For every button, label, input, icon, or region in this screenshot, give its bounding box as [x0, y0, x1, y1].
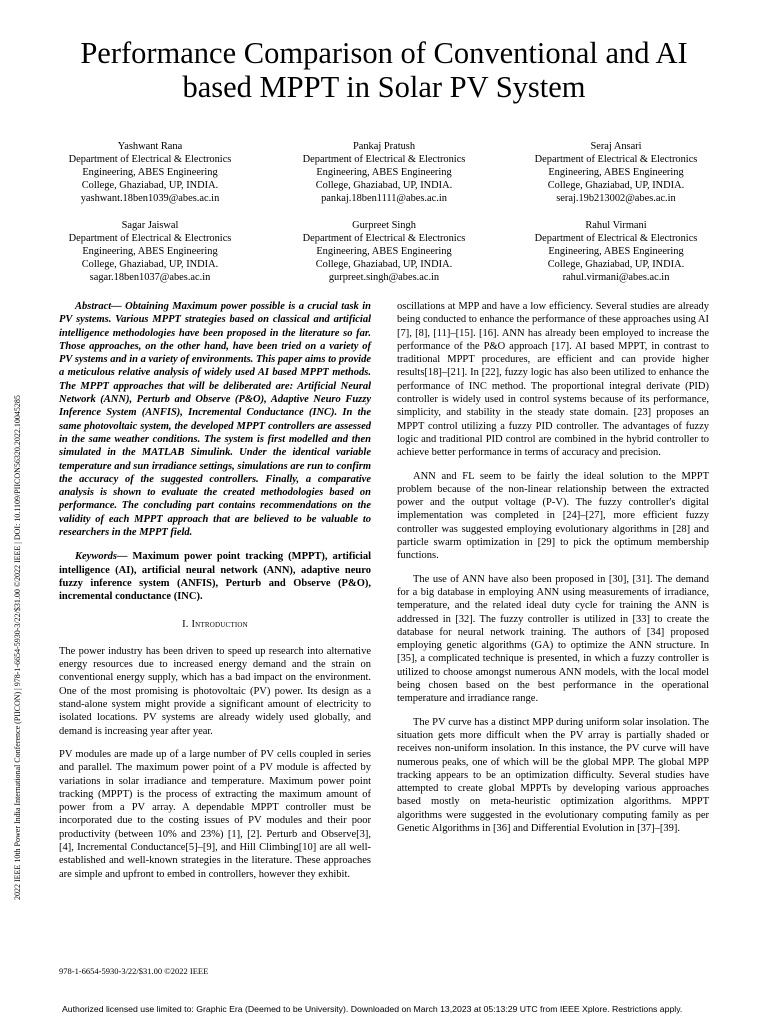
author-dept: Department of Electrical & Electronics: [302, 154, 466, 165]
author-name: Seraj Ansari: [590, 141, 642, 152]
author-org: Engineering, ABES Engineering: [82, 167, 218, 178]
author-block: [506, 140, 726, 205]
author-location: College, Ghaziabad, UP, INDIA.: [315, 259, 453, 270]
author-name: Yashwant Rana: [117, 141, 183, 152]
section-heading: I. Introduction: [182, 618, 248, 630]
right-column: [397, 300, 709, 835]
author-email[interactable]: sagar.18ben1037@abes.ac.in: [89, 272, 211, 283]
author-org: Engineering, ABES Engineering: [82, 246, 218, 257]
author-block: [40, 140, 260, 205]
author-org: Engineering, ABES Engineering: [316, 246, 452, 257]
author-block: [506, 219, 726, 284]
author-email[interactable]: seraj.19b213002@abes.ac.in: [556, 193, 676, 204]
keywords-text: Maximum power point tracking (MPPT), artificial intelligence (AI), artificial neural network (ANN), adaptive neuro fuzzy inference system (ANFIS), Perturb and Observe (P&O), incremental conductance (INC).: [59, 551, 371, 603]
body-paragraph: The power industry has been driven to speed up research into alternative energy resources due to increased energy demand and the strain on conventional energy supply, which has a bad impact on the environment. One of the most promising is photovoltaic (PV) power. Its design as a stand-alone system might provide a significant amount of electricity to isolated locations. PV systems are already widely used globally, and demand is increasing year after year.: [59, 645, 371, 737]
author-dept: Department of Electrical & Electronics: [302, 233, 466, 244]
author-dept: Department of Electrical & Electronics: [534, 233, 698, 244]
paper-title: [40, 36, 728, 104]
author-location: College, Ghaziabad, UP, INDIA.: [81, 259, 219, 270]
author-block: [40, 219, 260, 284]
author-location: College, Ghaziabad, UP, INDIA.: [547, 259, 685, 270]
footer-copyright: 978-1-6654-5930-3/22/$31.00 ©2022 IEEE: [59, 966, 209, 976]
author-org: Engineering, ABES Engineering: [548, 246, 684, 257]
author-email[interactable]: gurpreet.singh@abes.ac.in: [328, 272, 440, 283]
author-dept: Department of Electrical & Electronics: [534, 154, 698, 165]
author-email[interactable]: pankaj.18ben1111@abes.ac.in: [321, 193, 447, 204]
body-paragraph: PV modules are made up of a large number of PV cells coupled in series and parallel. The maximum power point of a PV module is affected by variations in solar irradiance and temperature. Maximum power point tracking (MPPT) is the process of extracting the maximum amount of power from a PV array. A dependable MPPT controller must be incorporated due to the costing issues of PV modules and their poor productivity (between 10% and 23%) [1], [2]. Perturb and Observe[3], [4], Incremental Conductance[5]–[9], and Hill Climbing[10] are all well-established and well-known strategies in the literature. These approaches are simple and upfront to embed in controllers, however they exhibit.: [59, 748, 371, 880]
body-paragraph: ANN and FL seem to be fairly the ideal solution to the MPPT problem because of the non-linear relationship between the extracted power and the output voltage (P-V). The fuzzy controller's digital implementation was completed in [24]–[27], more efficient fuzzy controller was suggested employing evolutionary algorithms in [28] and particle swarm optimization in [29] to pick the optimum membership functions.: [397, 470, 709, 562]
abstract: Abstract— Obtaining Maximum power possible is a crucial task in PV systems. Various MPPT strategies based on classical and artificial intelligence methodologies have been proposed in the literature so far. Those approaches, on the other hand, have been tried on a variety of PV systems and in a variety of environments. This paper aims to provide a meticulous relative analysis of widely used AI based MPPT methods. The MPPT approaches that will be deliberated are: Artificial Neural Network (ANN), Perturb and Observe (P&O), Adaptive Neuro Fuzzy Inference System (ANFIS), Incremental Conductance (INC). In the same photovoltaic system, the developed MPPT controllers are assessed in the same weather conditions. The system is first modelled and then simulated in the MATLAB Simulink. Under the identical variable temperature and sun irradiance settings, simulations are run to confirm the accuracy of the suggested controllers. Finally, a comparative analysis is shown to evaluate the created methodologies based on performance. The concluding part contains recommendations on the validity of each MPPT approach that are believed to be valuable to researchers in the MPPT field.: [59, 301, 371, 539]
author-location: College, Ghaziabad, UP, INDIA.: [315, 180, 453, 191]
keywords: [59, 550, 371, 603]
author-org: Engineering, ABES Engineering: [316, 167, 452, 178]
author-location: College, Ghaziabad, UP, INDIA.: [81, 180, 219, 191]
title-line-2: based MPPT in Solar PV System: [182, 70, 586, 104]
author-org: Engineering, ABES Engineering: [548, 167, 684, 178]
body-paragraph: The PV curve has a distinct MPP during uniform solar insolation. The situation gets more difficult when the PV array is partially shaded or receives non-uniform insolation. In this instance, the PV curve will have numerous peaks, one of which will be the global MPP. The global MPP tracking appears to be an optimization difficulty. Several studies have attempted to create global MPPTs by developing various approaches based mostly on meta-heuristic optimization algorithms. MPPT algorithms were suggested in the evolutionary computing family as per Genetic Algorithms in [36] and Differential Evolution in [37]–[39].: [397, 716, 709, 834]
body-paragraph: The use of ANN have also been proposed in [30], [31]. The demand for a big database in employing ANN using measurements of irradiance, temperature, and the related ideal duty cycle for training the ANN is addressed in [32]. The fuzzy controller is utilized in [33] to create the database for neural network training. The authors of [34] proposed employing genetic algorithms (GA) to optimize the ANN structure. In [35], a complicated technique is presented, in which a fuzzy controller is utilized to choose amongst numerous ANN models, with the local model being chosen based on the best performance in the operational temperature and irradiance range.: [397, 573, 709, 705]
author-email[interactable]: yashwant.18ben1039@abes.ac.in: [80, 193, 220, 204]
author-email[interactable]: rahul.virmani@abes.ac.in: [562, 272, 670, 283]
author-dept: Department of Electrical & Electronics: [68, 233, 232, 244]
author-name: Sagar Jaiswal: [121, 220, 179, 231]
author-dept: Department of Electrical & Electronics: [68, 154, 232, 165]
keywords-label: Keywords—: [75, 551, 128, 563]
author-name: Rahul Virmani: [585, 220, 647, 231]
title-line-1: Performance Comparison of Conventional and AI: [80, 36, 688, 70]
author-name: Pankaj Pratush: [352, 141, 416, 152]
author-name: Gurpreet Singh: [352, 220, 416, 231]
body-paragraph: oscillations at MPP and have a low efficiency. Several studies are already being conducted to enhance the performance of these approaches using AI [7], [8], [11]–[15]. [16]. ANN has already been employed to increase the performance of the P&O approach [17]. AI based MPPT, in contrast to traditional MPPT procedures, are efficient and can provide higher results[18]–[21]. In [22], fuzzy logic has also been utilized to enhance the performance of INC method. The proportional integral derivate (PID) controller is widely used in control systems because of its performance, simplicity, and stability in the steady state domain. [23] proposes an MPPT control utilizing a fuzzy PID controller. The advantages of fuzzy logic and traditional PID control are combined in the hybrid controller to achieve better performance in terms of accuracy and precision.: [397, 301, 709, 459]
author-block: [274, 219, 494, 284]
footer-license-notice: Authorized licensed use limited to: Graphic Era (Deemed to be University). Downloaded on March 13,2023 at 05:13:29 UTC from IEEE Xplore. Restrictions apply.: [62, 1004, 683, 1014]
author-block: [274, 140, 494, 205]
author-location: College, Ghaziabad, UP, INDIA.: [547, 180, 685, 191]
doi-sidebar: 2022 IEEE 10th Power India International Conference (PIICON) | 978-1-6654-5930-3/22/$31.00 ©2022 IEEE | DOI: 10.1109/PIICON56320.2022.10045285: [13, 395, 22, 900]
left-column: [59, 300, 371, 881]
